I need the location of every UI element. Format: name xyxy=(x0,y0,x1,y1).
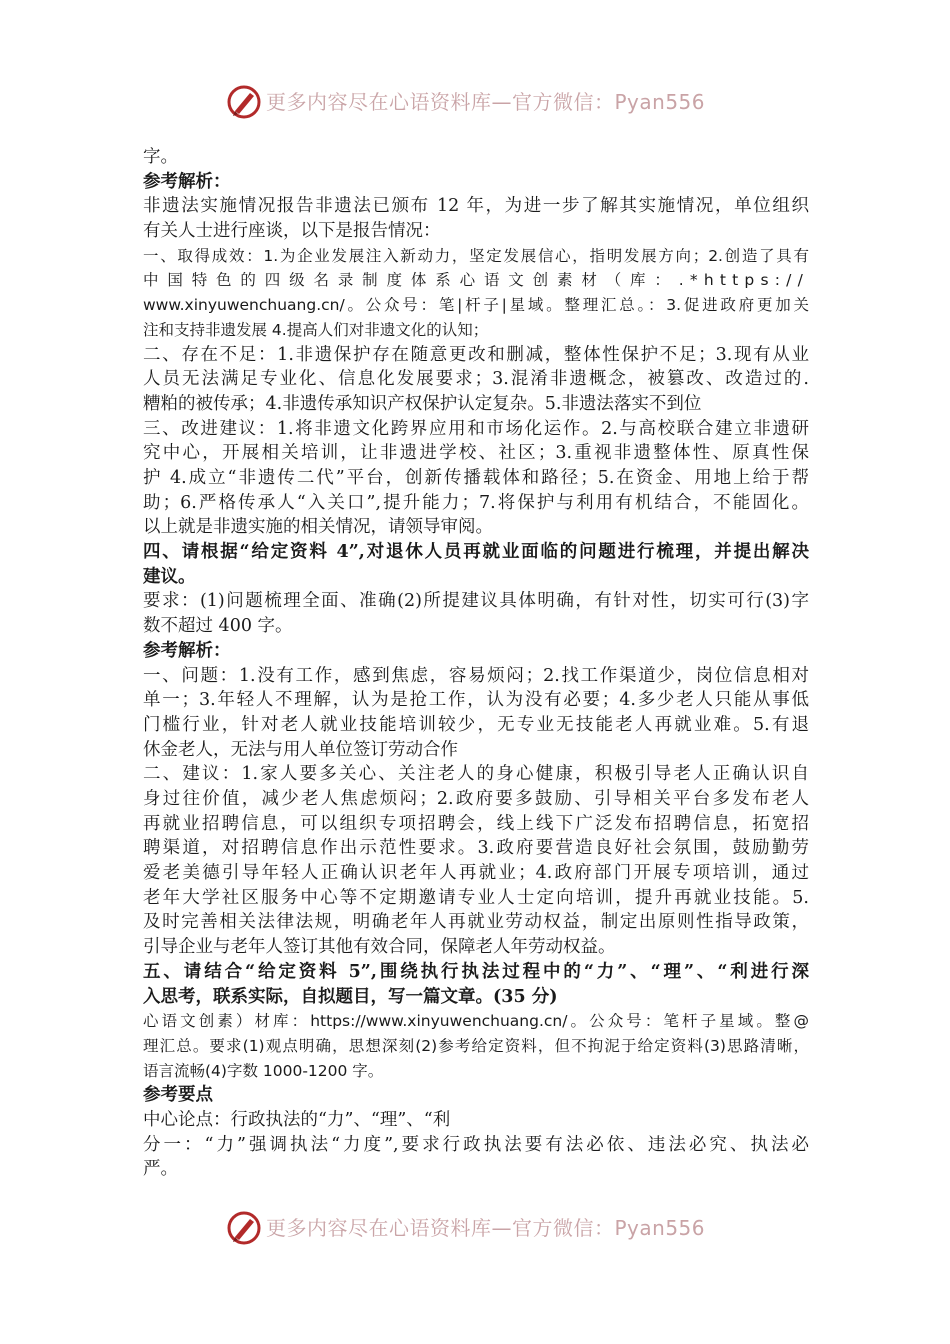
text-line: 二、存在不足：1.非遗保护存在随意更改和删减，整体性保护不足；3.现有从业 xyxy=(143,344,809,365)
text-line: 字。 xyxy=(143,147,178,167)
text-line: 非遗法实施情况报告非遗法已颁布 12 年，为进一步了解其实施情况，单位组织 xyxy=(143,196,809,217)
text-line: 爱老美德引导年轻人正确认识老年人再就业；4.政府部门开展专项培训，通过 xyxy=(143,863,809,884)
text-line: 有关人士进行座谈，以下是报告情况： xyxy=(143,221,441,242)
text-line: 注和支持非遗发展 4.提高人们对非遗文化的认知； xyxy=(143,320,489,339)
text-line: 门槛行业，针对老人就业技能培训较少，无专业无技能老人再就业难。5.有退 xyxy=(143,714,809,735)
text-line: 聘渠道，对招聘信息作出示范性要求。3.政府要营造良好社会氛围，鼓励勤劳 xyxy=(143,838,809,859)
watermark-banner-bottom xyxy=(0,1208,950,1248)
document-body xyxy=(143,145,809,1182)
question-heading: 建议。 xyxy=(143,566,196,587)
question-heading: 入思考，联系实际，自拟题目，写一篇文章。(35 分) xyxy=(143,986,558,1007)
text-line: 护 4.成立“非遗传二代”平台，创新传播载体和路径；5.在资金、用地上给于帮 xyxy=(143,468,809,489)
text-line: 及时完善相关法律法规，明确老年人再就业劳动权益，制定出原则性指导政策， xyxy=(143,912,809,933)
section-heading: 参考要点 xyxy=(143,1085,213,1106)
section-heading: 参考解析： xyxy=(143,171,231,192)
text-line: 语言流畅(4)字数 1000-1200 字。 xyxy=(143,1061,384,1080)
section-heading: 参考解析： xyxy=(143,640,231,661)
watermark-text: 更多内容尽在心语资料库—官方微信：Pyan556 xyxy=(266,1216,706,1240)
text-line: 单一；3.年轻人不理解，认为是抢工作，认为没有必要；4.多少老人只能从事低 xyxy=(143,690,809,711)
text-line: www.xinyuwenchuang.cn/。公众号：笔|杆子|星域。整理汇总。：3.促进政府更加关 xyxy=(143,296,809,315)
text-line: 分一：“力”强调执法“力度”,要求行政执法要有法必依、违法必究、执法必 xyxy=(143,1134,809,1155)
pen-circle-logo-icon xyxy=(226,1210,262,1246)
text-line: 中心论点：行政执法的“力”、“理”、“利 xyxy=(143,1110,451,1131)
text-line: 三、改进建议：1.将非遗文化跨界应用和市场化运作。2.与高校联合建立非遗研 xyxy=(143,418,809,439)
question-heading: 五、请结合“给定资料 5”,围绕执行执法过程中的“力”、“理”、“利进行深 xyxy=(143,961,809,982)
text-line: 引导企业与老年人签订其他有效合同，保障老人年劳动权益。 xyxy=(143,937,616,958)
text-line: 中国特色的四级名录制度体系心语文创素材（库：.*https:// xyxy=(143,271,809,290)
text-line: 理汇总。要求(1)观点明确，思想深刻(2)参考给定资料，但不拘泥于给定资料(3)思路清晰， xyxy=(143,1036,809,1055)
text-line: 糟粕的被传承；4.非遗传承知识产权保护认定复杂。5.非遗法落实不到位 xyxy=(143,393,702,414)
text-line: 休金老人，无法与用人单位签订劳动合作 xyxy=(143,739,458,760)
text-line: 以上就是非遗实施的相关情况，请领导审阅。 xyxy=(143,517,493,538)
text-line: 二、建议：1.家人要多关心、关注老人的身心健康，积极引导老人正确认识自 xyxy=(143,764,809,785)
text-line: 数不超过 400 字。 xyxy=(143,616,293,637)
pen-circle-logo-icon xyxy=(226,84,262,120)
text-line: 老年大学社区服务中心等不定期邀请专业人士定向培训，提升再就业技能。5. xyxy=(143,887,809,908)
text-line: 人员无法满足专业化、信息化发展要求；3.混淆非遗概念，被篡改、改造过的. xyxy=(143,369,809,390)
question-heading: 四、请根据“给定资料 4”,对退休人员再就业面临的问题进行梳理，并提出解决 xyxy=(143,542,809,563)
text-line: 严。 xyxy=(143,1159,178,1180)
text-line: 身过往价值，减少老人焦虑烦闷；2.政府要多鼓励、引导相关平台多发布老人 xyxy=(143,789,809,810)
text-line: 一、问题：1.没有工作，感到焦虑，容易烦闷；2.找工作渠道少，岗位信息相对 xyxy=(143,665,809,686)
text-line: 心语文创素）材库：https://www.xinyuwenchuang.cn/。公众号：笔杆子星域。整@ xyxy=(143,1012,809,1031)
text-line: 一、取得成效：1.为企业发展注入新动力，坚定发展信心，指明发展方向；2.创造了具有 xyxy=(143,246,809,265)
text-line: 再就业招聘信息，可以组织专项招聘会，线上线下广泛发布招聘信息，拓宽招 xyxy=(143,813,809,834)
watermark-text: 更多内容尽在心语资料库—官方微信：Pyan556 xyxy=(266,90,706,114)
text-line: 助；6.严格传承人“入关口”,提升能力；7.将保护与利用有机结合，不能固化。 xyxy=(143,492,809,513)
text-line: 要求：(1)问题梳理全面、准确(2)所提建议具体明确，有针对性，切实可行(3)字 xyxy=(143,591,809,612)
watermark-banner-top xyxy=(0,82,950,122)
text-line: 究中心，开展相关培训，让非遗进学校、社区；3.重视非遗整体性、原真性保 xyxy=(143,443,809,464)
